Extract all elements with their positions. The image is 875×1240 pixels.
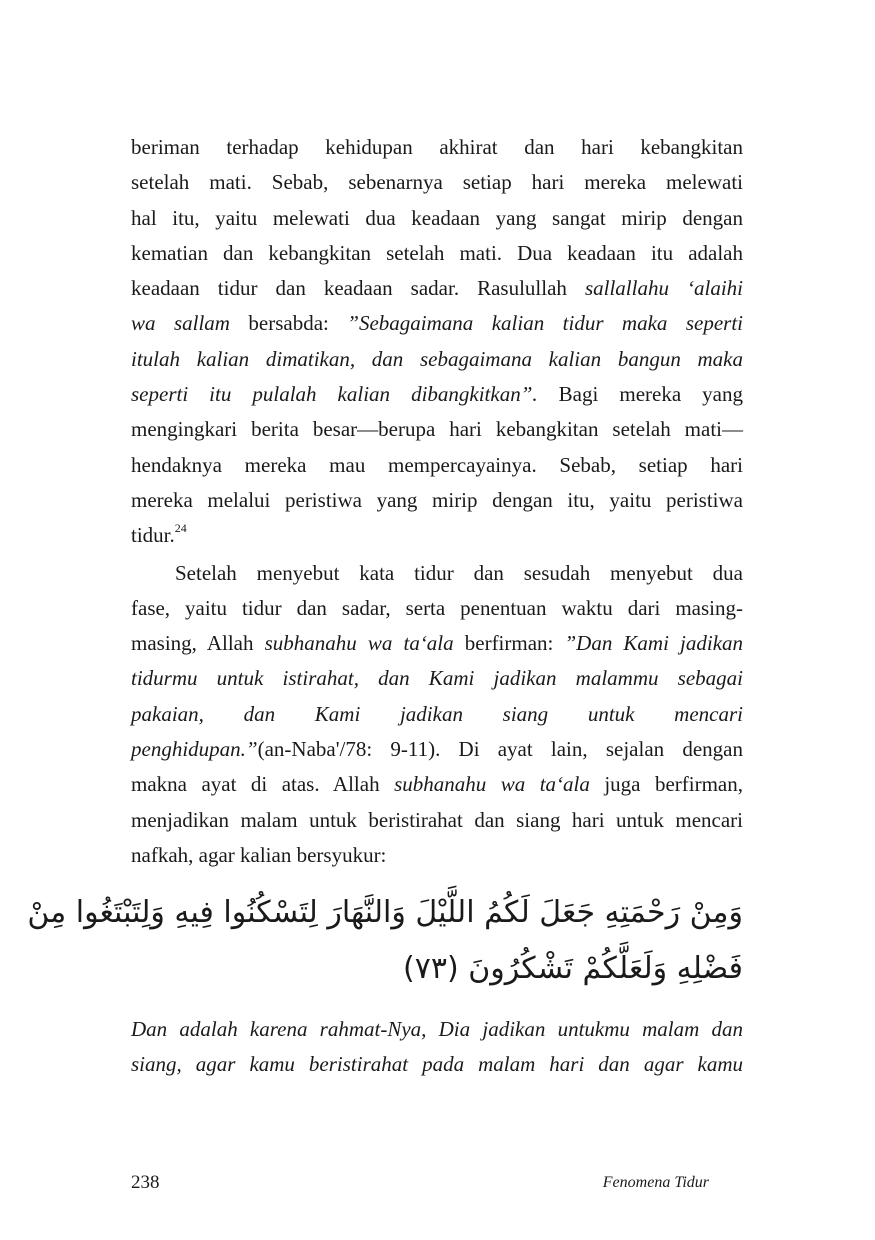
text: beriman terhadap kehidupan akhirat dan hari kebangkitan xyxy=(131,135,743,159)
text-line xyxy=(131,483,743,518)
text-line xyxy=(131,838,743,873)
text: nafkah, agar kalian bersyukur: xyxy=(131,842,387,867)
text: hendaknya mereka mau mempercayainya. Sebab, setiap hari xyxy=(131,452,743,477)
text-line xyxy=(131,732,743,767)
text-line xyxy=(131,591,743,626)
text: berfirman: xyxy=(453,631,565,656)
italic-text: ”Dan Kami jadikan xyxy=(564,631,744,656)
text-line xyxy=(131,448,743,483)
verse-translation xyxy=(131,1012,743,1083)
arabic-line: وَمِنْ رَحْمَتِهِ جَعَلَ لَكُمُ اللَّيْلَ وَالنَّهَارَ لِتَسْكُنُوا فِيهِ وَلِتَبْتَغُوا مِنْ xyxy=(27,895,743,930)
italic-text: ”Sebagaimana kalian tidur maka seperti xyxy=(347,311,744,336)
text-line xyxy=(131,236,743,271)
text: juga berfirman, xyxy=(589,772,744,797)
text-line xyxy=(131,377,743,412)
text: bersabda: xyxy=(229,311,348,336)
text-line xyxy=(131,626,743,661)
text: Bagi mereka yang xyxy=(537,382,743,407)
text: kematian dan kebangkitan setelah mati. Dua keadaan itu adalah xyxy=(131,240,743,265)
text: makna ayat di atas. Allah xyxy=(131,772,395,797)
text: keadaan tidur dan keadaan sadar. Rasulullah xyxy=(131,276,585,301)
text-line xyxy=(131,130,743,165)
text: fase, yaitu tidur dan sadar, serta penentuan waktu dari masing- xyxy=(131,595,743,620)
italic-text: itulah kalian dimatikan, dan sebagaimana kalian bangun maka xyxy=(131,346,743,371)
italic-text: wa sallam xyxy=(131,311,230,336)
quran-verse-arabic xyxy=(27,885,743,997)
text-line xyxy=(131,165,743,200)
arabic-line: فَضْلِهِ وَلَعَلَّكُمْ تَشْكُرُونَ (٧٣) xyxy=(403,951,743,986)
running-title: Fenomena Tidur xyxy=(602,1174,709,1191)
text-line xyxy=(131,697,743,732)
text: masing, Allah xyxy=(131,631,265,656)
text-line xyxy=(131,271,743,306)
text: mereka melalui peristiwa yang mirip dengan itu, yaitu peristiwa xyxy=(131,487,743,512)
italic-text: seperti itu pulalah kalian dibangkitkan”. xyxy=(131,382,538,407)
text: menjadikan malam untuk beristirahat dan siang hari untuk mencari xyxy=(131,807,743,832)
italic-text: sallallahu ‘alaihi xyxy=(584,276,743,301)
text: tidur. xyxy=(131,523,175,548)
text-line xyxy=(131,556,743,591)
text: Setelah menyebut kata tidur dan sesudah menyebut dua xyxy=(175,560,743,585)
italic-text: subhanahu wa ta‘ala xyxy=(394,772,590,797)
translation-line: Dan adalah karena rahmat-Nya, Dia jadikan untukmu malam dan xyxy=(131,1017,743,1041)
text-line xyxy=(131,342,743,377)
text: hal itu, yaitu melewati dua keadaan yang sangat mirip dengan xyxy=(131,205,743,230)
text: setelah mati. Sebab, sebenarnya setiap hari mereka melewati xyxy=(131,170,743,195)
page-number: 238 xyxy=(131,1172,160,1193)
text-line xyxy=(131,306,743,341)
text: mengingkari berita besar—berupa hari kebangkitan setelah mati— xyxy=(131,417,743,442)
text-line xyxy=(131,803,743,838)
text-line xyxy=(131,518,743,553)
italic-text: penghidupan.” xyxy=(131,737,258,762)
text-line xyxy=(131,767,743,802)
text-line xyxy=(131,201,743,236)
text: (an-Naba'/78: 9-11). Di ayat lain, sejalan dengan xyxy=(257,737,743,762)
italic-text: tidurmu untuk istirahat, dan Kami jadikan malammu sebagai xyxy=(131,666,743,691)
translation-line: siang, agar kamu beristirahat pada malam hari dan agar kamu xyxy=(131,1052,743,1077)
italic-text: pakaian, dan Kami jadikan siang untuk mencari xyxy=(131,701,743,726)
italic-text: subhanahu wa ta‘ala xyxy=(264,631,454,656)
footnote-ref[interactable]: 24 xyxy=(174,521,187,536)
body-text xyxy=(131,130,743,873)
text-line xyxy=(131,412,743,447)
text-line xyxy=(131,661,743,696)
